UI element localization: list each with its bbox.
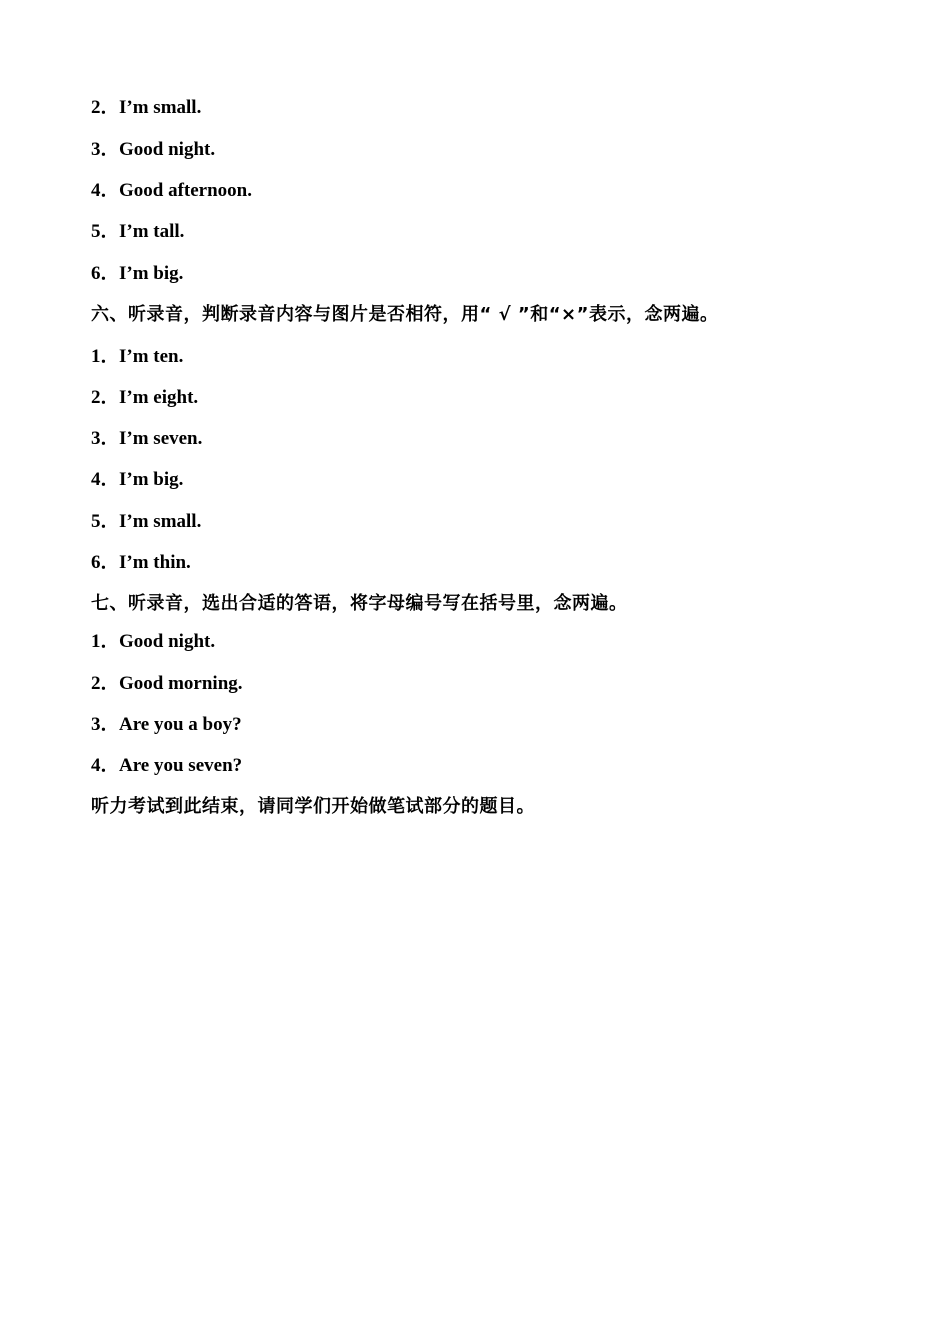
item-number: 4． (91, 755, 120, 776)
item-text: Good night. (119, 631, 216, 652)
item-number: 2． (91, 387, 120, 408)
item-number: 3． (91, 714, 120, 735)
list-item (91, 96, 201, 120)
item-number: 3． (91, 139, 120, 160)
list-item (91, 138, 215, 162)
list-item (91, 179, 252, 203)
item-number: 6． (91, 263, 120, 284)
list-item (91, 672, 243, 696)
list-item (91, 468, 183, 492)
item-number: 4． (91, 469, 120, 490)
item-text: Are you a boy? (119, 714, 242, 735)
item-text: I’m small. (119, 97, 202, 118)
item-number: 2． (91, 673, 120, 694)
item-text: I’m seven. (119, 428, 203, 449)
list-item (91, 630, 215, 654)
list-item (91, 551, 191, 575)
item-number: 5． (91, 511, 120, 532)
list-item (91, 510, 201, 534)
item-number: 2． (91, 97, 120, 118)
item-text: I’m small. (119, 511, 202, 532)
section-seven-heading: 七、听录音，选出合适的答语，将字母编号写在括号里，念两遍。 (91, 593, 628, 614)
list-item (91, 262, 183, 286)
item-text: I’m tall. (119, 221, 185, 242)
item-number: 5． (91, 221, 120, 242)
list-item (91, 345, 183, 369)
item-text: Good afternoon. (119, 180, 252, 201)
list-item (91, 220, 184, 244)
item-number: 6． (91, 552, 120, 573)
item-text: I’m big. (119, 263, 184, 284)
item-number: 1． (91, 631, 120, 652)
item-text: Are you seven? (119, 755, 243, 776)
list-item (91, 754, 242, 778)
section-six-heading: 六、听录音，判断录音内容与图片是否相符，用“ √ ”和“×”表示，念两遍。 (91, 304, 719, 325)
item-number: 1． (91, 346, 120, 367)
item-text: I’m ten. (119, 346, 184, 367)
item-number: 4． (91, 180, 120, 201)
item-text: I’m big. (119, 469, 184, 490)
closing-note: 听力考试到此结束，请同学们开始做笔试部分的题目。 (91, 796, 535, 817)
list-item (91, 427, 202, 451)
item-number: 3． (91, 428, 120, 449)
list-item (91, 713, 242, 737)
item-text: Good night. (119, 139, 216, 160)
item-text: I’m thin. (119, 552, 191, 573)
item-text: Good morning. (119, 673, 243, 694)
item-text: I’m eight. (119, 387, 199, 408)
list-item (91, 386, 198, 410)
